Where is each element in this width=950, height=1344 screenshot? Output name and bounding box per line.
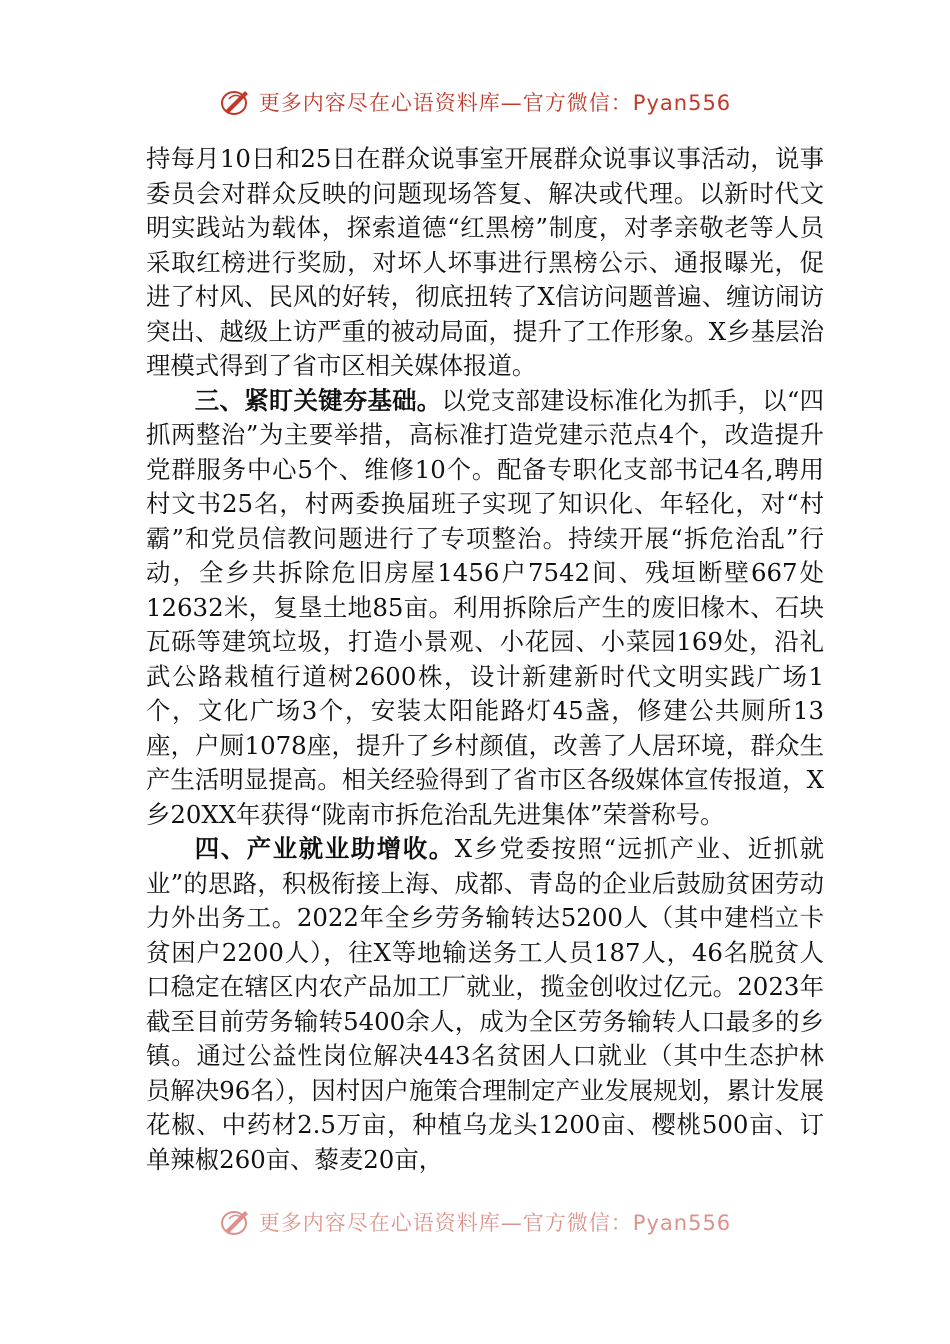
watermark-text: 更多内容尽在心语资料库—官方微信：Pyan556 bbox=[258, 91, 732, 115]
paragraph-3 bbox=[146, 832, 824, 1177]
document-body bbox=[146, 142, 824, 1177]
pen-logo-icon bbox=[219, 85, 253, 119]
pen-logo-icon bbox=[219, 1205, 253, 1239]
paragraph-2-body: 以党支部建设标准化为抓手，以“四抓两整治”为主要举措，高标准打造党建示范点4个，改造提升党群服务中心5个、维修10个。配备专职化支部书记4名,聘用村文书25名，村两委换届班子实现了知识化、年轻化，对“村霸”和党员信教问题进行了专项整治。持续开展“拆危治乱”行动，全乡共拆除危旧房屋1456户7542间、残垣断壁667处12632米，复垦土地85亩。利用拆除后产生的废旧椽木、石块瓦砾等建筑垃圾，打造小景观、小花园、小菜园169处，沿礼武公路栽植行道树2600株，设计新建新时代文明实践广场1个，文化广场3个，安装太阳能路灯45盏，修建公共厕所13座，户厕1078座，提升了乡村颜值，改善了人居环境，群众生产生活明显提高。相关经验得到了省市区各级媒体宣传报道，X乡20XX年获得“陇南市拆危治乱先进集体”荣誉称号。 bbox=[146, 385, 824, 829]
watermark-banner-top bbox=[0, 82, 950, 122]
watermark-banner-bottom bbox=[0, 1202, 950, 1242]
section-3-heading: 三、紧盯关键夯基础。 bbox=[194, 385, 442, 415]
section-4-heading: 四、产业就业助增收。 bbox=[194, 834, 455, 863]
paragraph-1 bbox=[146, 142, 824, 384]
paragraph-3-body: X乡党委按照“远抓产业、近抓就业”的思路，积极衔接上海、成都、青岛的企业后鼓励贫困劳动力外出务工。2022年全乡劳务输转达5200人（其中建档立卡贫困户2200人），往X等地输送务工人员187人，46名脱贫人口稳定在辖区内农产品加工厂就业，揽金创收过亿元。2023年截至目前劳务输转5400余人，成为全区劳务输转人口最多的乡镇。通过公益性岗位解决443名贫困人口就业（其中生态护林员解决96名），因村因户施策合理制定产业发展规划，累计发展花椒、中药材2.5万亩，种植乌龙头1200亩、樱桃500亩、订单辣椒260亩、藜麦20亩， bbox=[146, 834, 824, 1174]
paragraph-2 bbox=[146, 384, 824, 833]
watermark-text: 更多内容尽在心语资料库—官方微信：Pyan556 bbox=[258, 1211, 732, 1235]
paragraph-1-body: 持每月10日和25日在群众说事室开展群众说事议事活动，说事委员会对群众反映的问题现场答复、解决或代理。以新时代文明实践站为载体，探索道德“红黑榜”制度，对孝亲敬老等人员采取红榜进行奖励，对坏人坏事进行黑榜公示、通报曝光，促进了村风、民风的好转，彻底扭转了X信访问题普遍、缠访闹访突出、越级上访严重的被动局面，提升了工作形象。X乡基层治理模式得到了省市区相关媒体报道。 bbox=[146, 144, 824, 380]
